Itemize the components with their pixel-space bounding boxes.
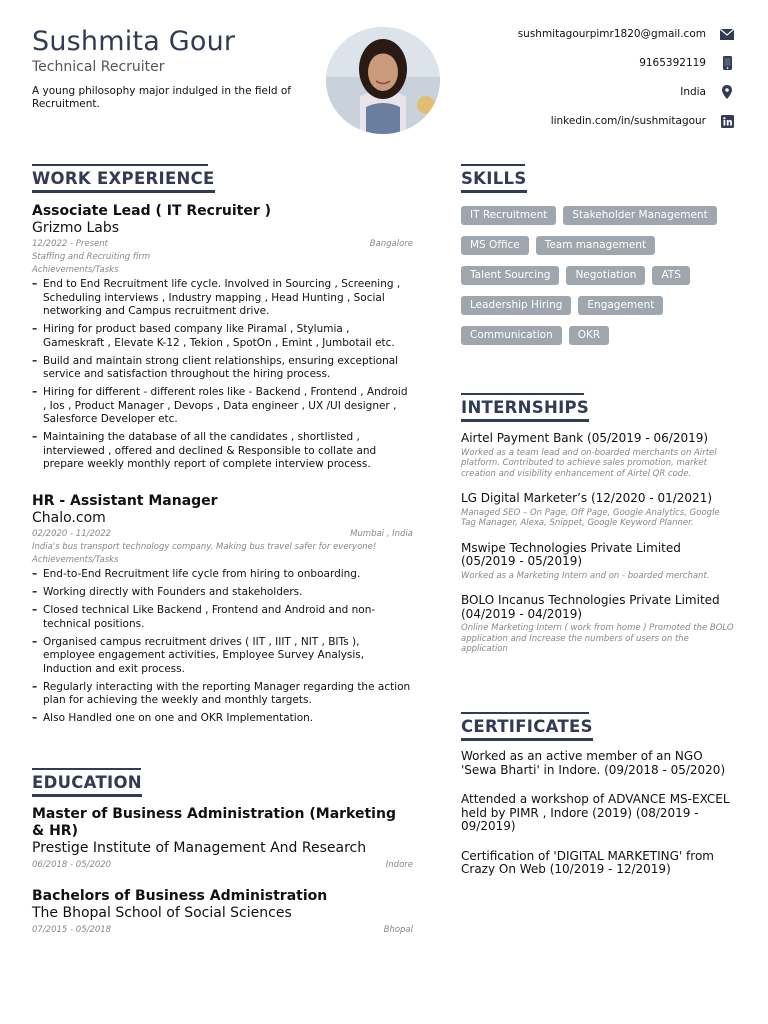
job-bullet: – Hiring for product based company like Piramal , Stylumia , Gameskraft , Elevate K-12 , Tekion , SpotOn , Emint , Jumbotail etc. (32, 323, 413, 350)
education-meta (32, 925, 413, 935)
skill-tag: Leadership Hiring (461, 296, 571, 315)
contact-phone[interactable] (434, 56, 734, 70)
job-description: India's bus transport technology company. Making bus travel safer for everyone! (32, 542, 377, 552)
contact-location (434, 85, 734, 99)
skill-tag: Negotiation (566, 266, 645, 285)
job-bullet: – Maintaining the database of all the candidates , shortlisted , interviewed , offered and declined & Responsible to collate and prepare weekly monthly report of complete interview process. (32, 431, 413, 472)
job-entry (32, 493, 413, 730)
skills-list (461, 206, 736, 356)
email-icon (720, 27, 734, 41)
job-description: Staffing and Recruiting firm (32, 252, 151, 262)
education-dates: 07/2015 - 05/2018 (32, 925, 112, 935)
job-bullet: – Closed technical Like Backend , Frontend and Android and non-technical positions. (32, 604, 413, 631)
email-text[interactable]: sushmitagourpimr1820@gmail.com (517, 28, 706, 40)
job-bullet: – Regularly interacting with the reporting Manager regarding the action plan for achieving the weekly and monthly targets. (32, 681, 413, 708)
job-title: Associate Lead ( IT Recruiter ) (32, 203, 271, 219)
education-location: Indore (385, 860, 413, 870)
internship-title: Airtel Payment Bank (05/2019 - 06/2019) (461, 431, 709, 445)
job-bullet: – End to End Recruitment life cycle. Involved in Sourcing , Screening , Scheduling interviews , Industry mapping , Head Hunting , Social networking and Campus recruitment drive. (32, 278, 413, 319)
job-bullet: – Also Handled one on one and OKR Implementation. (32, 712, 413, 726)
phone-text[interactable]: 9165392119 (639, 57, 706, 69)
skill-tag: Engagement (578, 296, 663, 315)
education-dates: 06/2018 - 05/2020 (32, 860, 112, 870)
job-location: Bangalore (369, 239, 413, 249)
job-location: Mumbai , India (350, 529, 413, 539)
candidate-summary: A young philosophy major indulged in the field of Recruitment. (32, 85, 292, 110)
job-company: Chalo.com (32, 510, 106, 526)
job-meta (32, 529, 413, 539)
job-dates: 02/2020 - 11/2022 (32, 529, 112, 539)
certificate-entry: Attended a workshop of ADVANCE MS-EXCEL held by PIMR , Indore (2019) (08/2019 - 09/2019) (461, 792, 730, 833)
work-experience-heading: WORK EXPERIENCE (32, 170, 215, 193)
skill-tag: Team management (536, 236, 655, 255)
internships-list (461, 432, 736, 668)
job-entry (32, 203, 413, 476)
location-text: India (680, 86, 706, 98)
contact-email[interactable] (434, 27, 734, 41)
skill-tag: Stakeholder Management (563, 206, 716, 225)
skill-tag: MS Office (461, 236, 529, 255)
skills-heading: SKILLS (461, 170, 527, 193)
internship-description: Worked as a team lead and on-boarded merchants on Airtel platform. Contributed to achieve sales promotion, market creation and visibility enhancement of Airtel QR code. (461, 447, 717, 479)
job-bullet: – Hiring for different - different roles like - Backend , Frontend , Android , Ios , Product Manager , Devops , Data engineer , UX /UI designer , Salesforce Developer etc. (32, 386, 413, 427)
achievements-label: Achievements/Tasks (32, 265, 119, 275)
skill-tag: Communication (461, 326, 562, 345)
internships-heading: INTERNSHIPS (461, 399, 589, 422)
job-title: HR - Assistant Manager (32, 493, 218, 509)
job-bullets (32, 568, 413, 726)
education-location: Bhopal (383, 925, 413, 935)
internship-description: Online Marketing Intern ( work from home ) Promoted the BOLO application and Increase the numbers of users on the application (461, 623, 734, 654)
achievements-label: Achievements/Tasks (32, 555, 119, 565)
contact-linkedin[interactable] (434, 114, 734, 128)
internship-title: Mswipe Technologies Private Limited (05/2019 - 05/2019) (461, 540, 681, 568)
certificates-list (461, 750, 736, 893)
skill-tag: OKR (569, 326, 609, 345)
job-meta (32, 239, 413, 249)
linkedin-text[interactable]: linkedin.com/in/sushmitagour (550, 115, 706, 127)
candidate-role: Technical Recruiter (32, 59, 165, 75)
job-bullet: – Working directly with Founders and stakeholders. (32, 586, 413, 600)
internship-entry (461, 492, 736, 529)
internship-title: LG Digital Marketer’s (12/2020 - 01/2021) (461, 491, 713, 505)
candidate-name: Sushmita Gour (32, 26, 236, 57)
school-name: The Bhopal School of Social Sciences (32, 905, 292, 921)
skill-tag: IT Recruitment (461, 206, 556, 225)
certificates-heading: CERTIFICATES (461, 718, 593, 741)
internship-entry (461, 594, 736, 655)
education-entry (32, 888, 413, 935)
certificate-entry: Certification of 'DIGITAL MARKETING' from Crazy On Web (10/2019 - 12/2019) (461, 848, 714, 876)
internship-entry (461, 432, 736, 479)
degree-title: Master of Business Administration (Marketing & HR) (32, 806, 396, 839)
skill-tag: Talent Sourcing (461, 266, 559, 285)
education-heading: EDUCATION (32, 774, 142, 797)
school-name: Prestige Institute of Management And Research (32, 840, 367, 856)
phone-icon (720, 56, 734, 70)
job-bullets (32, 278, 413, 472)
job-dates: 12/2022 - Present (32, 239, 109, 249)
internship-description: Managed SEO – On Page, Off Page, Google Analytics, Google Tag Manager, Alexa, Snippet, Google Keyword Planner. (461, 507, 720, 528)
profile-photo (326, 27, 440, 134)
education-meta (32, 860, 413, 870)
location-pin-icon (720, 85, 734, 99)
education-entry (32, 806, 413, 870)
internship-title: BOLO Incanus Technologies Private Limited (04/2019 - 04/2019) (461, 593, 720, 621)
skill-tag: ATS (652, 266, 689, 285)
linkedin-icon (720, 114, 734, 128)
job-bullet: – Organised campus recruitment drives ( IIT , IIIT , NIT , BITs ), employee engagement activities, Employee Survey Analysis, Induction and exit process. (32, 636, 413, 677)
job-company: Grizmo Labs (32, 220, 120, 236)
degree-title: Bachelors of Business Administration (32, 888, 328, 904)
job-bullet: – Build and maintain strong client relationships, ensuring exceptional service and satisfaction throughout the hiring process. (32, 355, 413, 382)
internship-description: Worked as a Marketing Intern and on - boarded merchant. (461, 570, 710, 581)
internship-entry (461, 542, 736, 582)
job-bullet: – End-to-End Recruitment life cycle from hiring to onboarding. (32, 568, 413, 582)
certificate-entry: Worked as an active member of an NGO 'Sewa Bharti' in Indore. (09/2018 - 05/2020) (461, 749, 726, 777)
